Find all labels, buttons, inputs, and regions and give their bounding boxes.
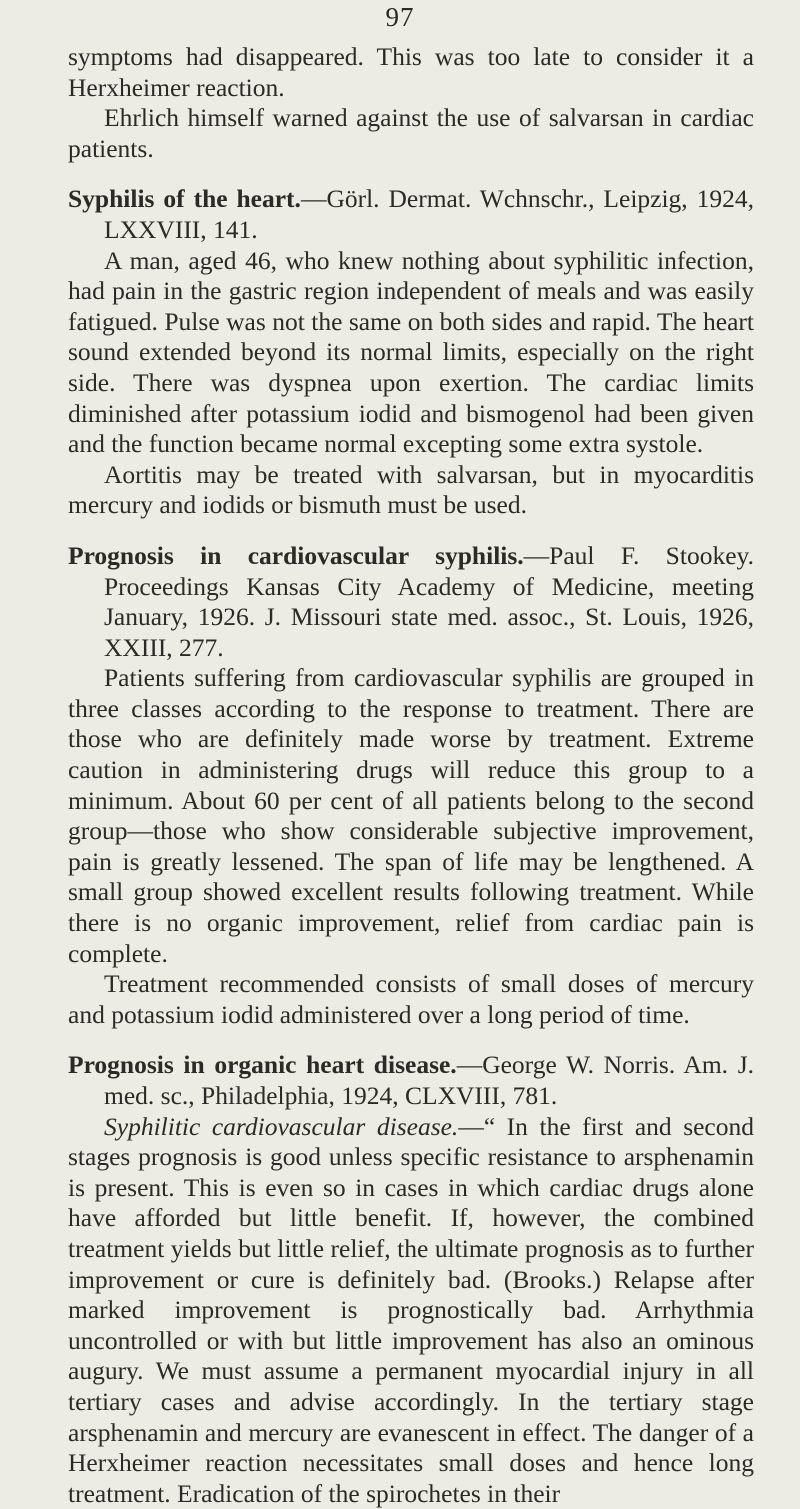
entry-syphilis-of-heart — [68, 184, 754, 521]
entry-source: —Paul F. Stookey. Proceedings Kansas City Academy of Medicine, meeting January, 1926. J. Missouri state med. assoc., St. Louis, 1926, XXIII, 277. — [104, 540, 754, 662]
entry-paragraph: Patients suffering from cardiovascular syphilis are grouped in three classes according to the response to treatment. There are those who are definitely made worse by treatment. Extreme caution in administering drugs will reduce this group to a minimum. About 60 per cent of all patients belong to the second group—those who show considerable subjective improvement, pain is greatly lessened. The span of life may be lengthened. A small group showed excellent results following treatment. While there is no organic improvement, relief from cardiac pain is complete. — [68, 663, 754, 968]
entry-citation — [68, 184, 754, 245]
page-number: 97 — [385, 2, 415, 32]
entry-citation — [68, 541, 754, 663]
entry-paragraph-text: —“ In the first and second stages prognosis is good unless specific resistance to arsphenamin is present. This is even so in cases in which cardiac drugs alone have afforded but little benefit. If, however, the combined treatment yields but little relief, the ultimate prognosis as to further improvement or cure is definitely bad. (Brooks.) Relapse after marked improvement is prognostically bad. Arrhythmia uncontrolled or with but little improvement has also an ominous augury. We must assume a permanent myocardial injury in all tertiary cases and advise accordingly. In the tertiary stage arsphenamin and mercury are evanescent in effect. The danger of a Herxheimer reaction necessitates small doses and hence long treatment. Eradication of the spirochetes in their — [68, 1111, 754, 1508]
entry-paragraph: Treatment recommended consists of small doses of mercury and potassium iodid administered over a long period of time. — [68, 969, 754, 1029]
entry-heading: Prognosis in cardiovascular syphilis. — [68, 540, 524, 570]
entry-citation — [68, 1050, 754, 1111]
entry-prognosis-organic — [68, 1050, 754, 1509]
entry-prognosis-cardiovascular — [68, 541, 754, 1031]
entry-source: —Görl. Dermat. Wchnschr., Leipzig, 1924, LXXVIII, 141. — [104, 184, 754, 244]
intro-paragraph: symptoms had disappeared. This was too late to consider it a Herxheimer reaction. — [68, 42, 754, 102]
entry-paragraph: A man, aged 46, who knew nothing about syphilitic infection, had pain in the gastric region independent of meals and was easily fatigued. Pulse was not the same on both sides and rapid. The heart sound extended beyond its normal limits, especially on the right side. There was dyspnea upon exertion. The cardiac limits diminished after potassium iodid and bismogenol had been given and the function became normal excepting some extra systole. — [68, 245, 754, 459]
entry-heading: Prognosis in organic heart disease. — [68, 1050, 457, 1080]
intro-paragraph-salvarsan: Ehrlich himself warned against the use of salvarsan in cardiac patients. — [68, 103, 754, 163]
entry-source: —George W. Norris. Am. J. med. sc., Philadelphia, 1924, CLXVIII, 781. — [104, 1050, 754, 1110]
entry-heading: Syphilis of the heart. — [68, 184, 301, 214]
entry-subheading: Syphilitic cardiovascular disease. — [104, 1111, 459, 1141]
entry-paragraph: Aortitis may be treated with salvarsan, but in myocarditis mercury and iodids or bismuth must be used. — [68, 459, 754, 520]
entry-paragraph — [68, 1112, 754, 1509]
